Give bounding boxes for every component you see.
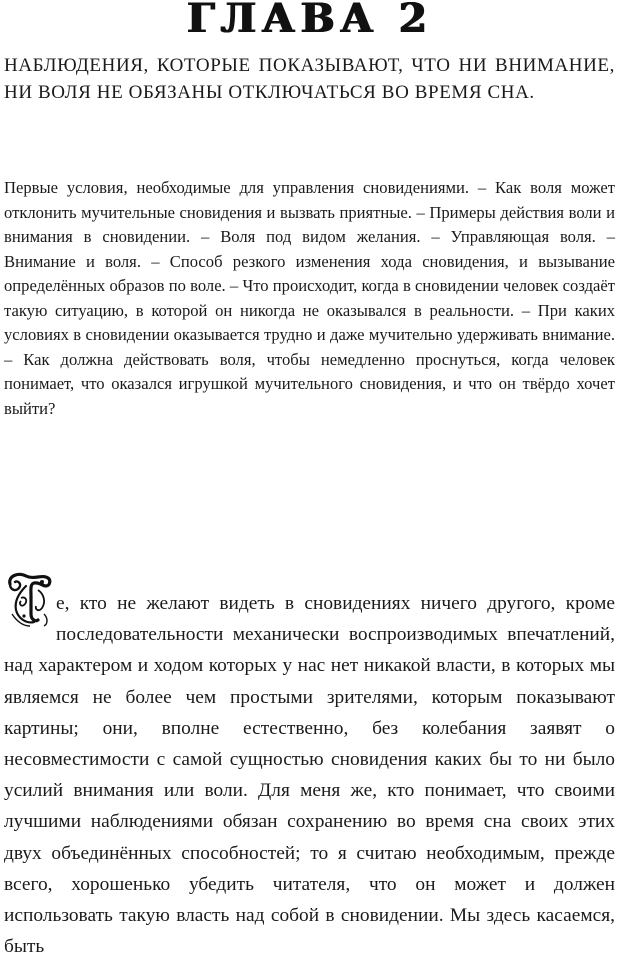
- ornate-initial-t-icon: [4, 570, 52, 628]
- chapter-summary: Первые условия, необходимые для управления сновидениями. – Как воля может отклонить мучительные сновидения и вызвать приятные. – Примеры действия воли и внимания в сновидении. – Воля под видом желания. – Управляющая воля. – Внимание и воля. – Способ резкого изменения хода сновидения, и вызывание определённых образов по воле. – Что происходит, когда в сновидении человек создаёт такую ситуацию, в которой он никогда не оказывался в реальности. – При каких условиях в сновидении оказывается трудно и даже мучительно удерживать внимание. – Как должна действовать воля, чтобы немедленно проснуться, когда человек понимает, что оказался игрушкой мучительного сновидения, и что он твёрдо хочет выйти?: [4, 178, 615, 418]
- chapter-title: ГЛАВА 2: [187, 0, 433, 42]
- body-text: е, кто не желают видеть в сновидениях ничего другого, кроме последовательности механически воспроизводимых впечатлений, над характером и ходом которых у нас нет никакой власти, в которых мы являемся не более чем простыми зрителями, которым показывают картины; они, вполне естественно, без колебания заявят о несовместимости с самой сущностью сновидения каких бы то ни было усилий внимания или воли. Для меня же, кто понимает, что своими лучшими наблюдениями обязан сохранению во время сна своих этих двух объединённых способностей; то я считаю необходимым, прежде всего, хорошенько убедить читателя, что он может и должен использовать такую власть над собой в сновидении. Мы здесь касаемся, быть: [4, 593, 615, 958]
- chapter-heading: НАБЛЮДЕНИЯ, КОТОРЫЕ ПОКАЗЫВАЮТ, ЧТО НИ ВНИМАНИЕ, НИ ВОЛЯ НЕ ОБЯЗАНЫ ОТКЛЮЧАТЬСЯ ВО ВРЕМЯ СНА.: [4, 55, 615, 103]
- body-paragraph: [4, 588, 615, 962]
- drop-cap-initial: [4, 570, 52, 628]
